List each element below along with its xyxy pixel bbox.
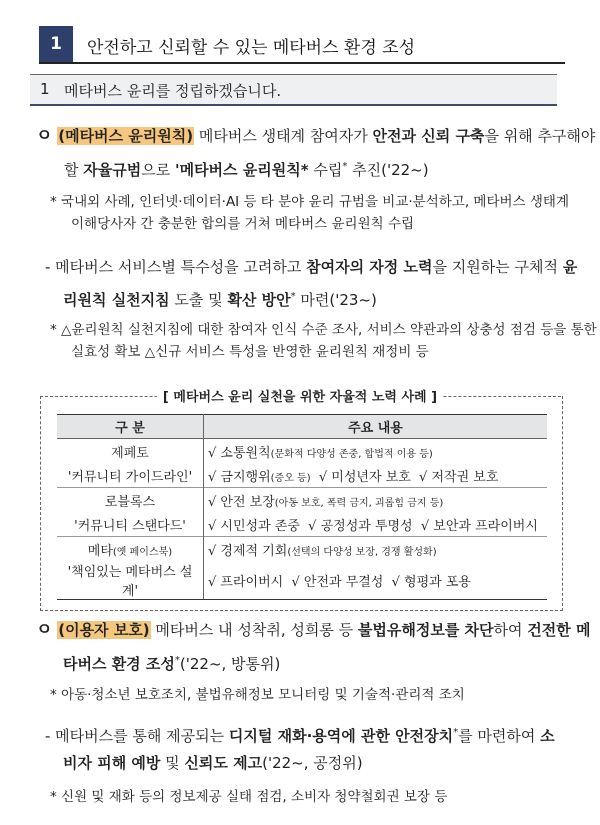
table-row — [57, 512, 547, 537]
row-content — [204, 537, 548, 562]
footnote-mark: * — [453, 727, 459, 738]
row-label-sub: (옛 페이스북) — [112, 546, 173, 558]
p1-text: 추진('22~) — [347, 161, 429, 179]
p4-bold: 소 — [540, 727, 555, 745]
row-item: √ 경제적 기회 — [208, 543, 288, 559]
p1-bold: '메타버스 윤리원칙 — [174, 161, 301, 179]
p4-text: 및 — [160, 754, 185, 772]
row-item-detail: (문화적 다양성 존중, 합법적 이용 등) — [270, 448, 433, 460]
row-item-detail: (선택의 다양성 보장, 경쟁 활성화) — [287, 546, 437, 558]
p4-bold: 비자 피해 예방 — [63, 754, 161, 772]
row-item: √ 금지행위 — [208, 469, 271, 485]
row-content — [204, 463, 548, 488]
footnote-mark: * — [174, 655, 180, 666]
p1-note-line1: * 국내외 사례, 인터넷·데이터·AI 등 타 분야 윤리 규범을 비교·분석하고, 메타버스 생태계 — [50, 194, 569, 210]
p2-bold: 윤 — [562, 258, 578, 276]
p2-bold: 확산 방안 — [227, 291, 291, 309]
table-title-text: [ 메타버스 윤리 실천을 위한 자율적 노력 사례 ] — [157, 390, 443, 405]
p1-bold: 안전과 신뢰 구축 — [372, 127, 485, 145]
row-content: √ 프라이버시 √ 안전과 무결성 √ 형평과 포용 — [204, 561, 548, 600]
table-row — [57, 537, 547, 562]
subsection-title: 메타버스 윤리를 정립하겠습니다. — [64, 82, 282, 100]
p3-text: 하여 — [493, 621, 528, 639]
p1-text: 을 위해 추구해야 — [484, 127, 596, 145]
p3-bold: 타버스 환경 조성 — [63, 655, 175, 673]
table-row — [57, 488, 547, 513]
p4-bold: 디지털 재화·용역에 관한 안전장치 — [228, 727, 454, 745]
header-content: 주요 내용 — [204, 415, 548, 439]
p4-text: ('22~, 공정위) — [262, 754, 363, 772]
p3-text: ('22~, 방통위) — [179, 655, 281, 673]
row-item-detail: (증오 등) — [270, 472, 311, 484]
circle-bullet: ㅇ — [36, 126, 53, 146]
p1-highlight: (메타버스 윤리원칙) — [58, 127, 194, 145]
row-content: √ 시민성과 존중 √ 공정성과 투명성 √ 보안과 프라이버시 — [208, 518, 538, 534]
p1-bold: 자율규범 — [83, 161, 142, 179]
p2-text: 도출 및 — [169, 291, 228, 309]
table-row — [57, 561, 547, 600]
p4-line2 — [63, 753, 363, 773]
subsection-number: 1 — [40, 80, 50, 98]
p4-note: * 신원 및 재화 등의 정보제공 실태 점검, 소비자 청약철회권 보장 등 — [50, 789, 448, 805]
section-number: 1 — [39, 26, 73, 62]
p1-text: 할 — [64, 161, 84, 179]
p2-note-line2: 실효성 확보 △신규 서비스 특성을 반영한 윤리원칙 재정비 등 — [71, 344, 429, 360]
row-content — [204, 488, 548, 513]
p2-text: - 메타버스 서비스별 특수성을 고려하고 — [45, 258, 307, 276]
p2-line2 — [63, 287, 377, 310]
header-category: 구 분 — [57, 415, 204, 439]
p4-line1 — [45, 723, 555, 746]
table-row — [57, 439, 547, 464]
p3-bold: 불법유해정보를 차단 — [357, 621, 494, 639]
subsection-header — [30, 74, 557, 106]
p1-text: 수립 — [308, 161, 343, 179]
p1-text: 메타버스 생태계 참여자가 — [194, 127, 373, 145]
row-label — [57, 537, 204, 562]
circle-bullet: ㅇ — [36, 620, 53, 640]
section-header — [39, 26, 565, 64]
p3-note: * 아동·청소년 보호조치, 불법유해정보 모니터링 및 기술적·관리적 조치 — [50, 687, 465, 703]
table-row — [57, 463, 547, 488]
cases-table — [57, 414, 547, 600]
p4-text: 를 마련하여 — [458, 727, 541, 745]
p1-line2 — [64, 157, 429, 180]
p2-bold: 참여자의 자정 노력 — [306, 258, 433, 276]
p2-bold: 리원칙 실천지침 — [63, 291, 170, 309]
p1-apos: * — [300, 161, 309, 179]
section-title: 안전하고 신뢰할 수 있는 메타버스 환경 조성 — [87, 38, 416, 58]
p3-line1 — [36, 620, 590, 640]
row-label-main: 메타 — [87, 543, 113, 559]
row-item: √ 소통원칙 — [208, 445, 271, 461]
footnote-mark: * — [342, 161, 348, 172]
p2-text: 을 지원하는 구체적 — [432, 258, 563, 276]
row-label: '커뮤니티 스탠다드' — [57, 512, 204, 537]
p3-highlight: (이용자 보호) — [58, 621, 150, 639]
p1-line1 — [36, 126, 595, 146]
row-item: √ 안전 보장 — [208, 494, 275, 510]
row-content — [204, 439, 548, 464]
p3-text: 메타버스 내 성착취, 성희롱 등 — [150, 621, 358, 639]
row-label: 제페토 — [57, 439, 204, 464]
row-label: '커뮤니티 가이드라인' — [57, 463, 204, 488]
row-item-detail: (아동 보호, 폭력 금지, 괴롭힘 금지 등) — [274, 497, 444, 509]
p3-bold: 건전한 메 — [527, 621, 591, 639]
row-item: √ 미성년자 보호 √ 저작권 보호 — [310, 469, 499, 485]
p4-text: - 메타버스를 통해 제공되는 — [45, 727, 229, 745]
table-header-row — [57, 415, 547, 439]
p1-text: 으로 — [141, 161, 175, 179]
footnote-mark: * — [290, 291, 296, 302]
row-label: 로블록스 — [57, 488, 204, 513]
row-label: '책임있는 메타버스 설계' — [57, 561, 204, 600]
p3-line2 — [63, 651, 280, 674]
p4-bold: 신뢰도 제고 — [184, 754, 263, 772]
p1-note-line2: 이해당사자 간 충분한 합의를 거쳐 메타버스 윤리원칙 수립 — [71, 216, 415, 232]
p2-note-line1: * △윤리원칙 실천지침에 대한 참여자 인식 수준 조사, 서비스 약관과의 상충성 점검 등을 통한 — [50, 322, 597, 338]
p2-text: 마련('23~) — [295, 291, 377, 309]
p2-line1 — [45, 257, 577, 277]
